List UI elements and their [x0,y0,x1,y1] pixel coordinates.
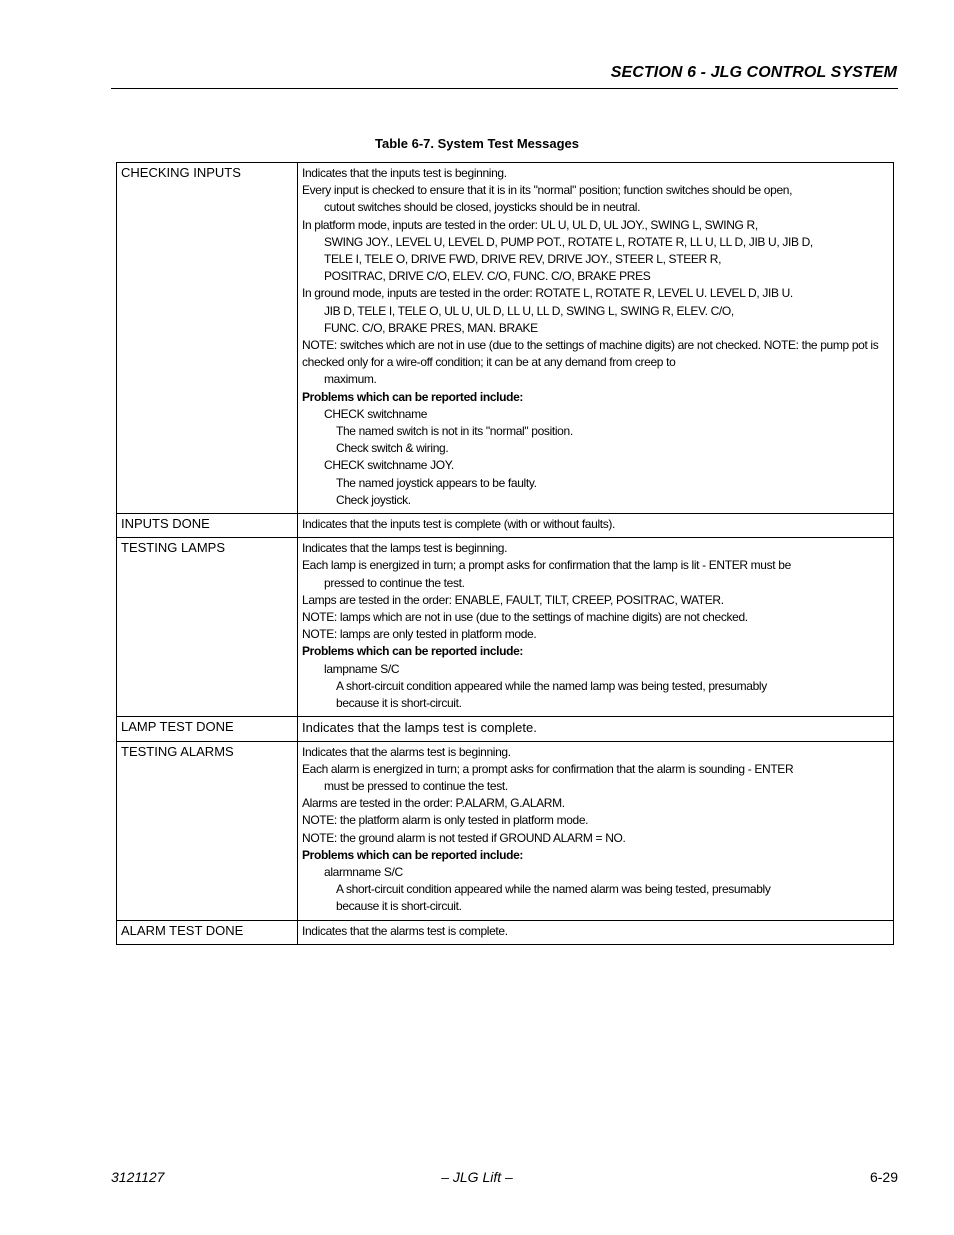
message-cell: LAMP TEST DONE [117,717,298,741]
description-cell [298,741,894,920]
description-line: Each lamp is energized in turn; a prompt asks for confirmation that the lamp is lit - ENTER must be [302,558,791,573]
description-line: Check switch & wiring. [336,441,449,456]
description-line: alarmname S/C [324,864,403,879]
description-line: The named joystick appears to be faulty. [336,475,537,490]
description-line: JIB D, TELE I, TELE O, UL U, UL D, LL U, LL D, SWING L, SWING R, ELEV. C/O, [324,303,734,318]
message-cell: TESTING ALARMS [117,741,298,920]
message-cell: TESTING LAMPS [117,538,298,717]
description-heading: Problems which can be reported include: [302,389,524,404]
description-heading: Problems which can be reported include: [302,847,524,862]
description-line: Every input is checked to ensure that it is in its "normal" position; function switches should be open, [302,183,793,198]
header-divider [111,88,898,89]
description-line: A short-circuit condition appeared while the named lamp was being tested, presumably [336,678,767,693]
description-line: SWING JOY., LEVEL U, LEVEL D, PUMP POT., ROTATE L, ROTATE R, LL U, LL D, JIB U, JIB D, [324,234,813,249]
description-line: TELE I, TELE O, DRIVE FWD, DRIVE REV, DRIVE JOY., STEER L, STEER R, [324,252,722,267]
description-line: In platform mode, inputs are tested in the order: UL U, UL D, UL JOY., SWING L, SWING R, [302,217,758,232]
table-row [117,717,894,741]
description-line: POSITRAC, DRIVE C/O, ELEV. C/O, FUNC. C/O, BRAKE PRES [324,269,651,284]
page-number: 6-29 [869,1169,898,1185]
message-cell: ALARM TEST DONE [117,920,298,944]
message-cell: INPUTS DONE [117,514,298,538]
description-cell [298,717,894,741]
description-line: cutout switches should be closed, joysticks should be in neutral. [324,200,641,215]
description-line: Alarms are tested in the order: P.ALARM, G.ALARM. [302,796,565,811]
description-heading: Problems which can be reported include: [302,644,524,659]
table-row [117,538,894,717]
description-line: Lamps are tested in the order: ENABLE, FAULT, TILT, CREEP, POSITRAC, WATER. [302,592,724,607]
description-line: Indicates that the lamps test is complete. [302,720,537,736]
description-line: Indicates that the inputs test is beginning. [302,166,507,180]
description-line: In ground mode, inputs are tested in the order: ROTATE L, ROTATE R, LEVEL U. LEVEL D, JIB U. [302,286,793,301]
description-line: NOTE: lamps are only tested in platform mode. [302,627,537,642]
table-row [117,741,894,920]
description-line: NOTE: lamps which are not in use (due to the settings of machine digits) are not checked. [302,610,748,625]
description-line: Indicates that the alarms test is complete. [302,923,508,938]
description-line: maximum. [324,372,377,387]
description-line: NOTE: switches which are not in use (due to the settings of machine digits) are not checked. NOTE: the pump pot is [302,338,879,353]
description-line: FUNC. C/O, BRAKE PRES, MAN. BRAKE [324,320,538,335]
message-cell: CHECKING INPUTS [117,163,298,514]
description-line: because it is short-circuit. [336,696,462,711]
description-line: Each alarm is energized in turn; a prompt asks for confirmation that the alarm is sounding - ENTER [302,761,794,776]
description-line: Indicates that the lamps test is beginning. [302,541,508,556]
description-line: lampname S/C [324,661,400,676]
description-cell [298,538,894,717]
document-number: 3121127 [111,1169,165,1185]
section-title: SECTION 6 - JLG CONTROL SYSTEM [610,64,897,81]
table-row [117,920,894,944]
description-line: must be pressed to continue the test. [324,778,508,793]
system-test-messages-table [116,162,894,945]
description-line: pressed to continue the test. [324,575,465,590]
table-body [117,163,894,945]
description-line: Indicates that the inputs test is complete (with or without faults). [302,517,616,532]
table-title: Table 6-7. System Test Messages [374,136,579,151]
description-line: checked only for a wire-off condition; it can be at any demand from creep to [302,355,676,370]
description-line: CHECK switchname [324,406,428,421]
description-line: because it is short-circuit. [336,899,462,914]
description-line: A short-circuit condition appeared while the named alarm was being tested, presumably [336,882,771,897]
description-line: The named switch is not in its "normal" position. [336,424,573,439]
description-line: CHECK switchname JOY. [324,458,454,473]
description-cell [298,163,894,514]
publisher-footer: – JLG Lift – [441,1169,513,1185]
description-line: NOTE: the platform alarm is only tested in platform mode. [302,813,589,828]
description-cell [298,920,894,944]
description-line: Indicates that the alarms test is beginning. [302,744,511,759]
description-line: Check joystick. [336,492,411,507]
table-row [117,514,894,538]
description-cell [298,514,894,538]
description-line: NOTE: the ground alarm is not tested if GROUND ALARM = NO. [302,830,626,845]
table-row [117,163,894,514]
